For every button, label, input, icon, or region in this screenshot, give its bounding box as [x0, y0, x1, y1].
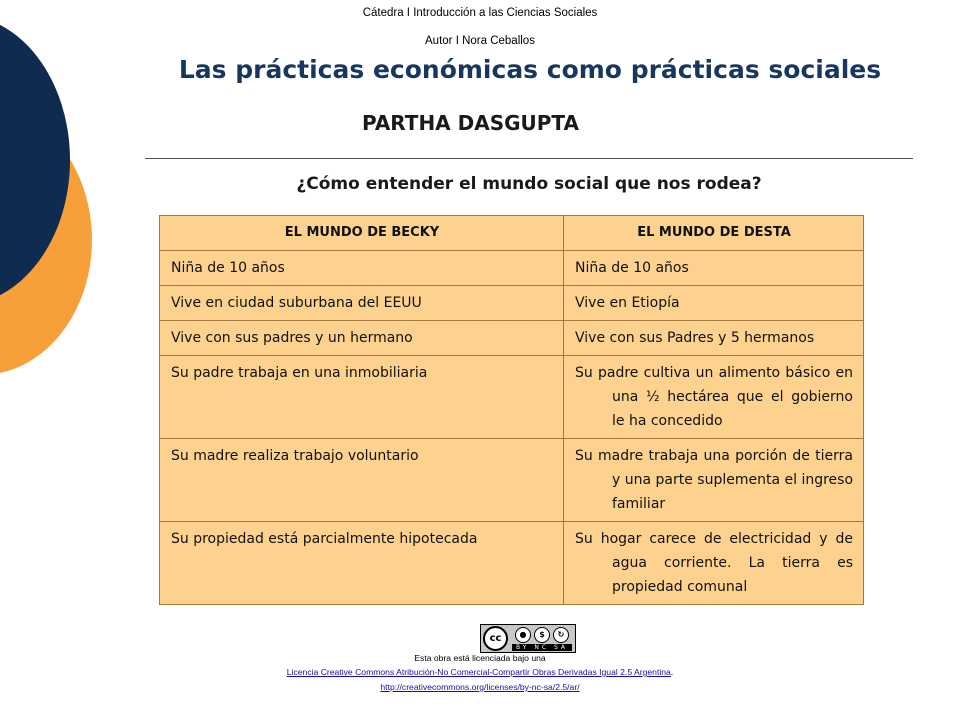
becky-cell: Su madre realiza trabajo voluntario	[160, 439, 564, 522]
becky-cell: Vive en ciudad suburbana del EEUU	[160, 286, 564, 321]
license-suffix: .	[670, 667, 674, 677]
license-url-line	[0, 682, 960, 692]
section-question: ¿Cómo entender el mundo social que nos rodea?	[296, 174, 762, 194]
header-becky: EL MUNDO DE BECKY	[160, 216, 564, 251]
page-title: Las prácticas económicas como prácticas sociales	[178, 55, 882, 84]
license-line	[0, 667, 960, 677]
cc-logo-icon: cc	[483, 626, 508, 651]
desta-cell: Niña de 10 años	[564, 251, 864, 286]
table-row	[160, 251, 864, 286]
becky-cell: Su propiedad está parcialmente hipotecada	[160, 522, 564, 605]
header-desta: EL MUNDO DE DESTA	[564, 216, 864, 251]
desta-cell: Vive en Etiopía	[564, 286, 864, 321]
desta-cell: Su madre trabaja una porción de tierra y una parte suplementa el ingreso familiar	[564, 439, 864, 522]
table-row	[160, 522, 864, 605]
becky-cell: Su padre trabaja en una inmobiliaria	[160, 356, 564, 439]
license-link[interactable]: Licencia Creative Commons Atribución-No Comercial-Compartir Obras Derivadas Igual 2.5 Argentina	[286, 667, 671, 677]
author-header: Autor I Nora Ceballos	[425, 35, 535, 47]
table-header-row	[160, 216, 864, 251]
sharealike-icon: ↻	[553, 627, 569, 643]
noncommercial-icon: $	[534, 627, 550, 643]
table-row	[160, 356, 864, 439]
attribution-icon: ●	[515, 627, 531, 643]
becky-cell: Vive con sus padres y un hermano	[160, 321, 564, 356]
badge-label: BY NC SA	[512, 644, 572, 651]
page-subtitle: PARTHA DASGUPTA	[362, 111, 579, 135]
desta-cell: Su hogar carece de electricidad y de agua corriente. La tierra es propiedad comunal	[564, 522, 864, 605]
table-row	[160, 321, 864, 356]
course-header: Cátedra I Introducción a las Ciencias Sociales	[362, 7, 598, 19]
comparison-table	[159, 215, 864, 605]
desta-cell: Su padre cultiva un alimento básico en una ½ hectárea que el gobierno le ha concedido	[564, 356, 864, 439]
license-url-link[interactable]: http://creativecommons.org/licenses/by-nc-sa/2.5/ar/	[380, 682, 580, 692]
creative-commons-badge[interactable]	[480, 624, 576, 653]
license-intro: Esta obra está licenciada bajo una	[414, 653, 546, 663]
becky-cell: Niña de 10 años	[160, 251, 564, 286]
divider-line	[145, 158, 913, 159]
desta-cell: Vive con sus Padres y 5 hermanos	[564, 321, 864, 356]
table-row	[160, 286, 864, 321]
license-icons	[512, 627, 572, 651]
table-row	[160, 439, 864, 522]
